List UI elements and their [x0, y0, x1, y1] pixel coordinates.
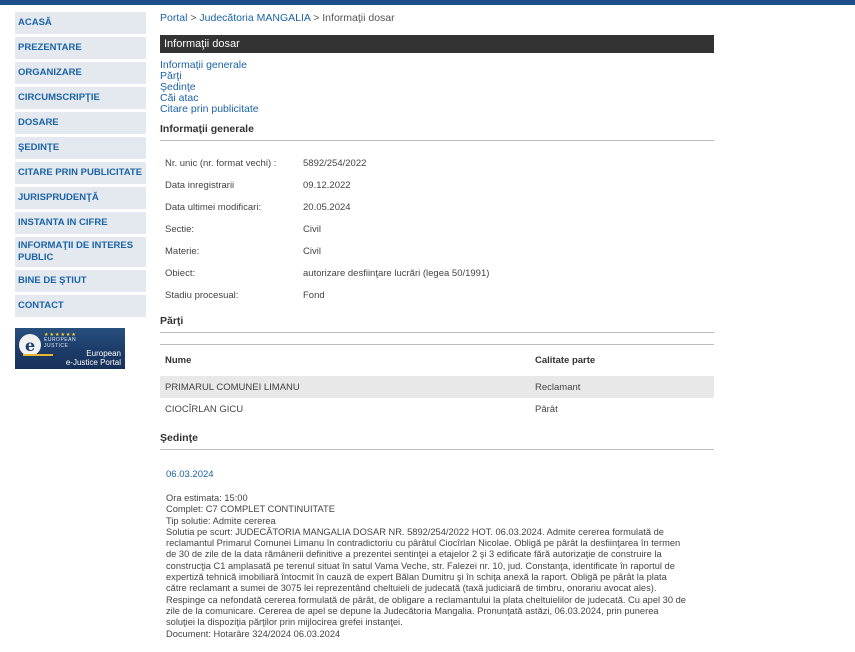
column-header-nume: Nume [165, 355, 192, 366]
sidebar-item-citare[interactable]: CITARE PRIN PUBLICITATE [15, 162, 146, 184]
info-value: autorizare desfiinţare lucrări (legea 50/1991) [303, 268, 490, 279]
column-header-calitate: Calitate parte [535, 355, 596, 366]
table-row [160, 398, 714, 420]
eu-stars-icon: ★★★★★★ [44, 332, 77, 338]
party-name: CIOCÎRLAN GICU [165, 403, 244, 415]
info-label: Stadiu procesual: [165, 290, 239, 301]
info-row [160, 197, 714, 219]
breadcrumb-separator: > [310, 12, 323, 24]
sidebar-item-bine-de-stiut[interactable]: BINE DE ŞTIUT [15, 270, 146, 292]
sidebar-nav [15, 12, 146, 369]
info-value: Civil [303, 246, 321, 257]
ejustice-e-logo-icon: e [19, 334, 41, 356]
info-label: Data ultimei modificari: [165, 202, 262, 213]
info-value: 20.05.2024 [303, 202, 351, 213]
sidebar-item-circumscriptie[interactable]: CIRCUMSCRIPŢIE [15, 87, 146, 109]
toc-link-citare[interactable]: Citare prin publicitate [160, 103, 259, 115]
info-value: 5892/254/2022 [303, 158, 367, 169]
toc-link-informatii-generale[interactable]: Informaţii generale [160, 59, 247, 71]
hearing-document: Document: Hotarâre 324/2024 06.03.2024 [166, 628, 341, 639]
top-accent-bar [0, 0, 855, 5]
hearing-time: Ora estimata: 15:00 [166, 493, 248, 503]
hearing-solution-summary: Solutia pe scurt: JUDECĂTORIA MANGALIA DOSAR NR. 5892/254/2022 HOT. 06.03.2024. Admite cererea formulată de reclamantul Primarul Comunei Limanu în contradictoriu cu pârâtul Ciocîrlan Nicolae. Obligă pe pârât la desfiinţarea în termen de 30 de zile de la data rămânerii definitive a prezentei sentinţei a etajelor 2 şi 3 edificate fără autorizaţie de construire la construcţia C1 amplasată pe terenul situat în satul Vama Veche, str. Falezei nr. 10, jud. Constanţa, identificate în raportul de expertiză tehnică imobiliară întocmit în cauză de expert Bălan Dumitru şi în schiţa anexă la raport. Obligă pe pârât la plata către reclamant a sumei de 3075 lei reprezentând cheltuieli de judecată (taxă judiciară de timbru, onorariu avocat ales). Respinge ca nefondată cererea formulată de pârât, de obligare a reclamantului la plata cheltuielilor de judecată. Cu apel 30 de zile de la comunicare. Cererea de apel se depune la Judecătoria Mangalia. Pronunţată astăzi, 06.03.2024, prin punerea soluţiei la dispoziţia părţilor prin mijlocirea grefei instanţei. [166, 526, 686, 628]
breadcrumb-portal-link[interactable]: Portal [160, 12, 188, 24]
party-role: Pârât [535, 403, 558, 415]
sidebar-item-acasa[interactable]: ACASĂ [15, 12, 146, 34]
parti-header-row [160, 344, 714, 376]
sidebar-item-informatii-interes-public[interactable]: INFORMAŢII DE INTERES PUBLIC [15, 237, 146, 267]
section-links [160, 60, 714, 115]
page-title: Informaţii dosar [160, 35, 714, 53]
party-role: Reclamant [535, 381, 581, 393]
party-name: PRIMARUL COMUNEI LIMANU [165, 381, 300, 393]
parti-table [160, 344, 714, 420]
hearing-panel: Complet: C7 COMPLET CONTINUITATE [166, 504, 335, 515]
sidebar-item-instanta-in-cifre[interactable]: INSTANTA IN CIFRE [15, 212, 146, 234]
sidebar-item-sedinte[interactable]: ŞEDINŢE [15, 137, 146, 159]
sidebar-item-organizare[interactable]: ORGANIZARE [15, 62, 146, 84]
main-content [160, 10, 714, 640]
info-row [160, 219, 714, 241]
section-heading-general: Informaţii generale [160, 123, 714, 141]
general-info-table [160, 153, 714, 307]
info-row [160, 241, 714, 263]
info-row [160, 285, 714, 307]
info-label: Nr. unic (nr. format vechi) : [165, 158, 277, 169]
info-value: Fond [303, 290, 325, 301]
breadcrumb-court-link[interactable]: Judecătoria MANGALIA [199, 12, 311, 24]
info-label: Materie: [165, 246, 200, 257]
sidebar-item-prezentare[interactable]: PREZENTARE [15, 37, 146, 59]
info-row [160, 153, 714, 175]
info-value: 09.12.2022 [303, 180, 351, 191]
breadcrumb-separator: > [187, 12, 200, 24]
toc-link-sedinte[interactable]: Şedinţe [160, 81, 196, 93]
hearing-details [160, 493, 714, 640]
sidebar-item-jurisprudenta[interactable]: JURISPRUDENŢĂ [15, 187, 146, 209]
table-row [160, 376, 714, 398]
section-heading-sedinte: Şedinţe [160, 432, 714, 450]
hearing-date-link[interactable]: 06.03.2024 [166, 469, 214, 480]
sidebar-item-contact[interactable]: CONTACT [15, 295, 146, 317]
breadcrumb [160, 10, 714, 26]
ejustice-portal-banner[interactable] [15, 328, 125, 369]
info-label: Obiect: [165, 268, 196, 279]
scales-of-justice-icon [23, 354, 53, 366]
info-label: Sectie: [165, 224, 195, 235]
breadcrumb-current: Informaţii dosar [322, 12, 395, 24]
section-heading-parti: Părţi [160, 315, 714, 333]
info-value: Civil [303, 224, 321, 235]
toc-link-parti[interactable]: Părţi [160, 70, 182, 82]
sidebar-item-dosare[interactable]: DOSARE [15, 112, 146, 134]
hearing-solution-type: Tip solutie: Admite cererea [166, 515, 276, 526]
ejustice-label: European e-Justice Portal [65, 349, 121, 367]
info-row [160, 263, 714, 285]
toc-link-cai-atac[interactable]: Căi atac [160, 92, 199, 104]
ejustice-top-text: EUROPEAN JUSTICE [44, 337, 77, 349]
info-row [160, 175, 714, 197]
info-label: Data inregistrarii [165, 180, 235, 191]
